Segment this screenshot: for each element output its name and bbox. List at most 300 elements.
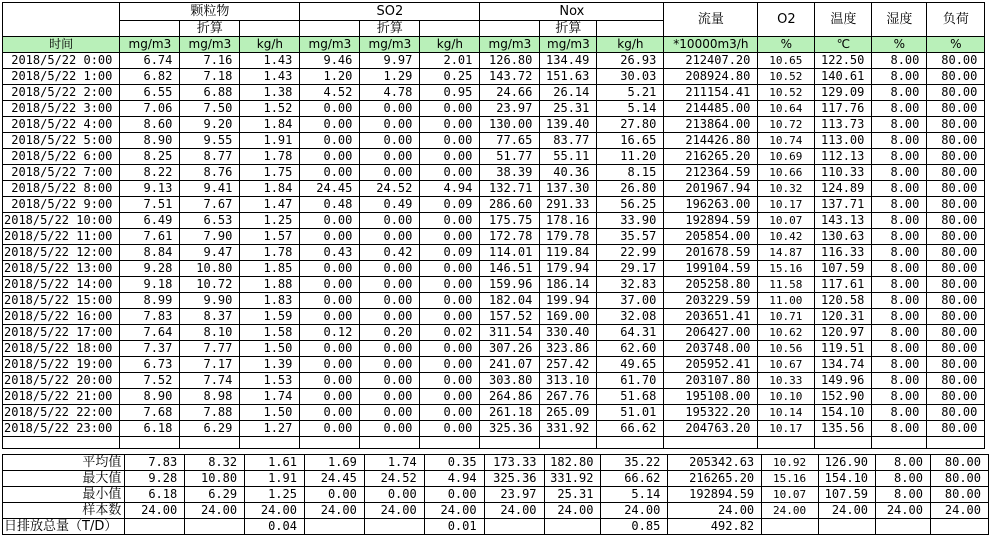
value-cell: 7.52: [120, 373, 180, 389]
value-cell: 1.74: [240, 389, 300, 405]
value-cell: 1.39: [240, 357, 300, 373]
value-cell: 0.00: [300, 309, 360, 325]
value-cell: 1.78: [240, 149, 300, 165]
value-cell: 169.00: [540, 309, 597, 325]
summary-value-cell: 24.00: [601, 503, 668, 519]
value-cell: 9.41: [180, 181, 240, 197]
value-cell: 0.00: [300, 117, 360, 133]
value-cell: 0.00: [420, 261, 480, 277]
value-cell: 122.50: [815, 53, 872, 69]
value-cell: 9.13: [120, 181, 180, 197]
time-header: 时间: [3, 37, 120, 53]
value-cell: 8.00: [872, 309, 927, 325]
unit-cell: *10000m3/h: [664, 37, 758, 53]
table-row: [3, 133, 985, 149]
value-cell: 6.55: [120, 85, 180, 101]
time-cell: 2018/5/22 19:00: [3, 357, 120, 373]
value-cell: 23.97: [480, 101, 540, 117]
value-cell: 203229.59: [664, 293, 758, 309]
table-row: [3, 69, 985, 85]
value-cell: 211154.41: [664, 85, 758, 101]
blank-cell: [758, 437, 815, 449]
value-cell: 195322.20: [664, 405, 758, 421]
unit-cell: mg/m3: [180, 37, 240, 53]
value-cell: 6.29: [180, 421, 240, 437]
value-cell: 10.07: [758, 213, 815, 229]
summary-value-cell: 24.00: [125, 503, 185, 519]
value-cell: 8.76: [180, 165, 240, 181]
unit-cell: mg/m3: [300, 37, 360, 53]
value-cell: 199104.59: [664, 261, 758, 277]
value-cell: 7.06: [120, 101, 180, 117]
value-cell: 9.90: [180, 293, 240, 309]
summary-value-cell: 7.83: [125, 455, 185, 471]
value-cell: 80.00: [927, 357, 985, 373]
value-cell: 32.83: [597, 277, 664, 293]
value-cell: 134.74: [815, 357, 872, 373]
value-cell: 7.17: [180, 357, 240, 373]
table-row: [3, 261, 985, 277]
summary-value-cell: 154.10: [819, 471, 876, 487]
summary-value-cell: [819, 519, 876, 535]
time-cell: 2018/5/22 11:00: [3, 229, 120, 245]
value-cell: 80.00: [927, 277, 985, 293]
value-cell: 80.00: [927, 133, 985, 149]
time-cell: 2018/5/22 13:00: [3, 261, 120, 277]
value-cell: 1.91: [240, 133, 300, 149]
table-row: [3, 117, 985, 133]
summary-value-cell: 24.00: [185, 503, 245, 519]
summary-value-cell: 24.00: [876, 503, 931, 519]
summary-value-cell: [304, 519, 364, 535]
value-cell: 10.74: [758, 133, 815, 149]
value-cell: 172.78: [480, 229, 540, 245]
value-cell: 55.11: [540, 149, 597, 165]
value-cell: 124.89: [815, 181, 872, 197]
summary-value-cell: 24.00: [819, 503, 876, 519]
table-row: [3, 229, 985, 245]
value-cell: 80.00: [927, 245, 985, 261]
value-cell: 80.00: [927, 165, 985, 181]
summary-value-cell: 9.28: [125, 471, 185, 487]
value-cell: 25.31: [540, 101, 597, 117]
blank-cell: [815, 437, 872, 449]
summary-value-cell: 492.82: [668, 519, 762, 535]
value-cell: 10.72: [758, 117, 815, 133]
value-cell: 1.88: [240, 277, 300, 293]
value-cell: 6.53: [180, 213, 240, 229]
value-cell: 208924.80: [664, 69, 758, 85]
value-cell: 24.45: [300, 181, 360, 197]
value-cell: 51.77: [480, 149, 540, 165]
unit-cell: mg/m3: [540, 37, 597, 53]
value-cell: 0.00: [360, 357, 420, 373]
value-cell: 129.09: [815, 85, 872, 101]
value-cell: 0.00: [300, 341, 360, 357]
summary-value-cell: [364, 519, 424, 535]
value-cell: 196263.00: [664, 197, 758, 213]
value-cell: 0.42: [360, 245, 420, 261]
value-cell: 0.43: [300, 245, 360, 261]
summary-value-cell: 173.33: [484, 455, 544, 471]
value-cell: 1.84: [240, 117, 300, 133]
value-cell: 7.64: [120, 325, 180, 341]
value-cell: 1.58: [240, 325, 300, 341]
summary-value-cell: [762, 519, 819, 535]
value-cell: 0.00: [360, 389, 420, 405]
value-cell: 8.00: [872, 341, 927, 357]
value-cell: 4.78: [360, 85, 420, 101]
value-cell: 117.61: [815, 277, 872, 293]
value-cell: 303.80: [480, 373, 540, 389]
value-cell: 203651.41: [664, 309, 758, 325]
value-cell: 0.00: [420, 309, 480, 325]
value-cell: 143.13: [815, 213, 872, 229]
value-cell: 0.00: [360, 405, 420, 421]
group-header-nox: Nox: [480, 3, 664, 21]
value-cell: 1.75: [240, 165, 300, 181]
summary-value-cell: 6.29: [185, 487, 245, 503]
value-cell: 56.25: [597, 197, 664, 213]
value-cell: 0.00: [420, 149, 480, 165]
summary-value-cell: 331.92: [544, 471, 601, 487]
summary-value-cell: 1.69: [304, 455, 364, 471]
value-cell: 1.53: [240, 373, 300, 389]
value-cell: 80.00: [927, 117, 985, 133]
blank-cell: [360, 437, 420, 449]
summary-value-cell: 0.00: [364, 487, 424, 503]
value-cell: 80.00: [927, 197, 985, 213]
table-row: [3, 405, 985, 421]
summary-value-cell: 10.80: [185, 471, 245, 487]
col-header-o2: O2: [758, 3, 815, 37]
summary-row: [3, 471, 989, 487]
value-cell: 27.80: [597, 117, 664, 133]
summary-value-cell: 24.45: [304, 471, 364, 487]
value-cell: 9.55: [180, 133, 240, 149]
summary-value-cell: 25.31: [544, 487, 601, 503]
value-cell: 134.49: [540, 53, 597, 69]
value-cell: 8.00: [872, 133, 927, 149]
value-cell: 8.00: [872, 405, 927, 421]
value-cell: 7.74: [180, 373, 240, 389]
unit-cell: mg/m3: [480, 37, 540, 53]
value-cell: 0.00: [360, 133, 420, 149]
blank-cell: [480, 437, 540, 449]
value-cell: 0.00: [420, 229, 480, 245]
value-cell: 7.16: [180, 53, 240, 69]
value-cell: 26.14: [540, 85, 597, 101]
value-cell: 7.18: [180, 69, 240, 85]
value-cell: 0.00: [360, 101, 420, 117]
value-cell: 1.50: [240, 341, 300, 357]
time-cell: 2018/5/22 9:00: [3, 197, 120, 213]
unit-cell: %: [872, 37, 927, 53]
value-cell: 10.56: [758, 341, 815, 357]
value-cell: 8.99: [120, 293, 180, 309]
value-cell: 0.00: [360, 373, 420, 389]
value-cell: 8.00: [872, 149, 927, 165]
value-cell: 8.22: [120, 165, 180, 181]
summary-value-cell: [185, 519, 245, 535]
value-cell: 9.28: [120, 261, 180, 277]
summary-value-cell: 24.00: [484, 503, 544, 519]
blank-cell: [180, 437, 240, 449]
value-cell: 1.57: [240, 229, 300, 245]
value-cell: 26.93: [597, 53, 664, 69]
value-cell: 0.00: [300, 373, 360, 389]
value-cell: 1.85: [240, 261, 300, 277]
time-cell: 2018/5/22 17:00: [3, 325, 120, 341]
time-cell: 2018/5/22 22:00: [3, 405, 120, 421]
converted-label-nox: 折算: [540, 21, 597, 37]
group-header-so2: SO2: [300, 3, 480, 21]
value-cell: 7.77: [180, 341, 240, 357]
summary-value-cell: [876, 519, 931, 535]
value-cell: 0.00: [420, 101, 480, 117]
value-cell: 6.18: [120, 421, 180, 437]
time-cell: 2018/5/22 2:00: [3, 85, 120, 101]
summary-value-cell: [484, 519, 544, 535]
time-cell: 2018/5/22 3:00: [3, 101, 120, 117]
value-cell: 83.77: [540, 133, 597, 149]
value-cell: 325.36: [480, 421, 540, 437]
value-cell: 51.68: [597, 389, 664, 405]
summary-value-cell: 8.00: [876, 471, 931, 487]
value-cell: 80.00: [927, 85, 985, 101]
value-cell: 35.57: [597, 229, 664, 245]
value-cell: 7.90: [180, 229, 240, 245]
value-cell: 0.00: [360, 149, 420, 165]
value-cell: 10.80: [180, 261, 240, 277]
blank-cell: [3, 437, 120, 449]
summary-row: [3, 487, 989, 503]
value-cell: 8.00: [872, 389, 927, 405]
value-cell: 80.00: [927, 325, 985, 341]
value-cell: 213864.00: [664, 117, 758, 133]
value-cell: 62.60: [597, 341, 664, 357]
table-row: [3, 421, 985, 437]
value-cell: 113.73: [815, 117, 872, 133]
value-cell: 0.12: [300, 325, 360, 341]
value-cell: 143.72: [480, 69, 540, 85]
value-cell: 116.33: [815, 245, 872, 261]
value-cell: 119.84: [540, 245, 597, 261]
value-cell: 0.00: [420, 341, 480, 357]
value-cell: 8.00: [872, 213, 927, 229]
value-cell: 0.00: [360, 229, 420, 245]
value-cell: 1.27: [240, 421, 300, 437]
header-row-units: [3, 37, 985, 53]
group-header-particulate: 颗粒物: [120, 3, 300, 21]
table-row: [3, 53, 985, 69]
value-cell: 33.90: [597, 213, 664, 229]
value-cell: 1.20: [300, 69, 360, 85]
value-cell: 120.97: [815, 325, 872, 341]
value-cell: 186.14: [540, 277, 597, 293]
value-cell: 1.43: [240, 53, 300, 69]
value-cell: 8.15: [597, 165, 664, 181]
summary-value-cell: 192894.59: [668, 487, 762, 503]
value-cell: 6.73: [120, 357, 180, 373]
summary-value-cell: 1.25: [245, 487, 305, 503]
value-cell: 7.67: [180, 197, 240, 213]
value-cell: 0.00: [300, 261, 360, 277]
value-cell: 261.18: [480, 405, 540, 421]
value-cell: 179.94: [540, 261, 597, 277]
value-cell: 214485.00: [664, 101, 758, 117]
value-cell: 8.00: [872, 53, 927, 69]
time-cell: 2018/5/22 0:00: [3, 53, 120, 69]
value-cell: 154.10: [815, 405, 872, 421]
value-cell: 8.00: [872, 325, 927, 341]
time-cell: 2018/5/22 7:00: [3, 165, 120, 181]
value-cell: 10.17: [758, 197, 815, 213]
value-cell: 10.64: [758, 101, 815, 117]
value-cell: 201678.59: [664, 245, 758, 261]
time-cell: 2018/5/22 6:00: [3, 149, 120, 165]
empty-subheader-cell: [480, 21, 540, 37]
summary-value-cell: 5.14: [601, 487, 668, 503]
value-cell: 1.59: [240, 309, 300, 325]
value-cell: 146.51: [480, 261, 540, 277]
value-cell: 32.08: [597, 309, 664, 325]
value-cell: 307.26: [480, 341, 540, 357]
value-cell: 135.56: [815, 421, 872, 437]
summary-value-cell: 24.00: [762, 503, 819, 519]
value-cell: 113.00: [815, 133, 872, 149]
col-header-flow: 流量: [664, 3, 758, 37]
value-cell: 139.40: [540, 117, 597, 133]
summary-value-cell: 1.74: [364, 455, 424, 471]
value-cell: 1.25: [240, 213, 300, 229]
value-cell: 216265.20: [664, 149, 758, 165]
value-cell: 10.10: [758, 389, 815, 405]
value-cell: 323.86: [540, 341, 597, 357]
value-cell: 0.00: [420, 133, 480, 149]
value-cell: 8.00: [872, 101, 927, 117]
value-cell: 192894.59: [664, 213, 758, 229]
value-cell: 4.52: [300, 85, 360, 101]
value-cell: 80.00: [927, 405, 985, 421]
value-cell: 64.31: [597, 325, 664, 341]
value-cell: 15.16: [758, 261, 815, 277]
value-cell: 66.62: [597, 421, 664, 437]
value-cell: 132.71: [480, 181, 540, 197]
table-row: [3, 293, 985, 309]
summary-value-cell: 15.16: [762, 471, 819, 487]
value-cell: 264.86: [480, 389, 540, 405]
value-cell: 77.65: [480, 133, 540, 149]
blank-cell: [540, 437, 597, 449]
value-cell: 7.83: [120, 309, 180, 325]
value-cell: 9.46: [300, 53, 360, 69]
value-cell: 0.48: [300, 197, 360, 213]
value-cell: 24.52: [360, 181, 420, 197]
value-cell: 0.00: [300, 421, 360, 437]
value-cell: 10.72: [180, 277, 240, 293]
time-cell: 2018/5/22 18:00: [3, 341, 120, 357]
value-cell: 179.78: [540, 229, 597, 245]
value-cell: 8.90: [120, 389, 180, 405]
value-cell: 40.36: [540, 165, 597, 181]
summary-value-cell: 0.00: [424, 487, 484, 503]
summary-value-cell: 24.52: [364, 471, 424, 487]
summary-value-cell: 10.07: [762, 487, 819, 503]
value-cell: 9.18: [120, 277, 180, 293]
value-cell: 1.52: [240, 101, 300, 117]
value-cell: 10.52: [758, 69, 815, 85]
value-cell: 80.00: [927, 261, 985, 277]
value-cell: 175.75: [480, 213, 540, 229]
value-cell: 214426.80: [664, 133, 758, 149]
value-cell: 80.00: [927, 341, 985, 357]
value-cell: 137.30: [540, 181, 597, 197]
value-cell: 80.00: [927, 373, 985, 389]
value-cell: 0.00: [420, 357, 480, 373]
value-cell: 112.13: [815, 149, 872, 165]
blank-cell: [240, 437, 300, 449]
value-cell: 120.31: [815, 309, 872, 325]
table-row: [3, 357, 985, 373]
value-cell: 0.00: [360, 213, 420, 229]
value-cell: 0.00: [360, 293, 420, 309]
unit-cell: mg/m3: [120, 37, 180, 53]
value-cell: 29.17: [597, 261, 664, 277]
value-cell: 0.25: [420, 69, 480, 85]
value-cell: 0.09: [420, 245, 480, 261]
value-cell: 61.70: [597, 373, 664, 389]
value-cell: 26.80: [597, 181, 664, 197]
value-cell: 8.00: [872, 373, 927, 389]
summary-value-cell: 1.61: [245, 455, 305, 471]
value-cell: 8.00: [872, 245, 927, 261]
summary-value-cell: 80.00: [930, 455, 988, 471]
value-cell: 6.49: [120, 213, 180, 229]
value-cell: 0.95: [420, 85, 480, 101]
value-cell: 8.84: [120, 245, 180, 261]
value-cell: 182.04: [480, 293, 540, 309]
value-cell: 0.00: [360, 117, 420, 133]
table-row: [3, 181, 985, 197]
summary-value-cell: 80.00: [930, 487, 988, 503]
value-cell: 0.00: [420, 405, 480, 421]
table-row: [3, 149, 985, 165]
value-cell: 0.00: [360, 309, 420, 325]
col-header-load: 负荷: [927, 3, 985, 37]
table-row: [3, 389, 985, 405]
value-cell: 22.99: [597, 245, 664, 261]
summary-value-cell: 24.00: [304, 503, 364, 519]
summary-label: 样本数: [3, 503, 125, 519]
value-cell: 201967.94: [664, 181, 758, 197]
value-cell: 1.47: [240, 197, 300, 213]
value-cell: 80.00: [927, 309, 985, 325]
value-cell: 1.43: [240, 69, 300, 85]
summary-value-cell: 24.00: [930, 503, 988, 519]
value-cell: 0.00: [300, 277, 360, 293]
value-cell: 10.33: [758, 373, 815, 389]
value-cell: 205952.41: [664, 357, 758, 373]
value-cell: 8.25: [120, 149, 180, 165]
value-cell: 0.00: [300, 405, 360, 421]
summary-table: [2, 454, 989, 535]
value-cell: 199.94: [540, 293, 597, 309]
value-cell: 1.29: [360, 69, 420, 85]
value-cell: 80.00: [927, 101, 985, 117]
value-cell: 80.00: [927, 69, 985, 85]
summary-value-cell: 325.36: [484, 471, 544, 487]
